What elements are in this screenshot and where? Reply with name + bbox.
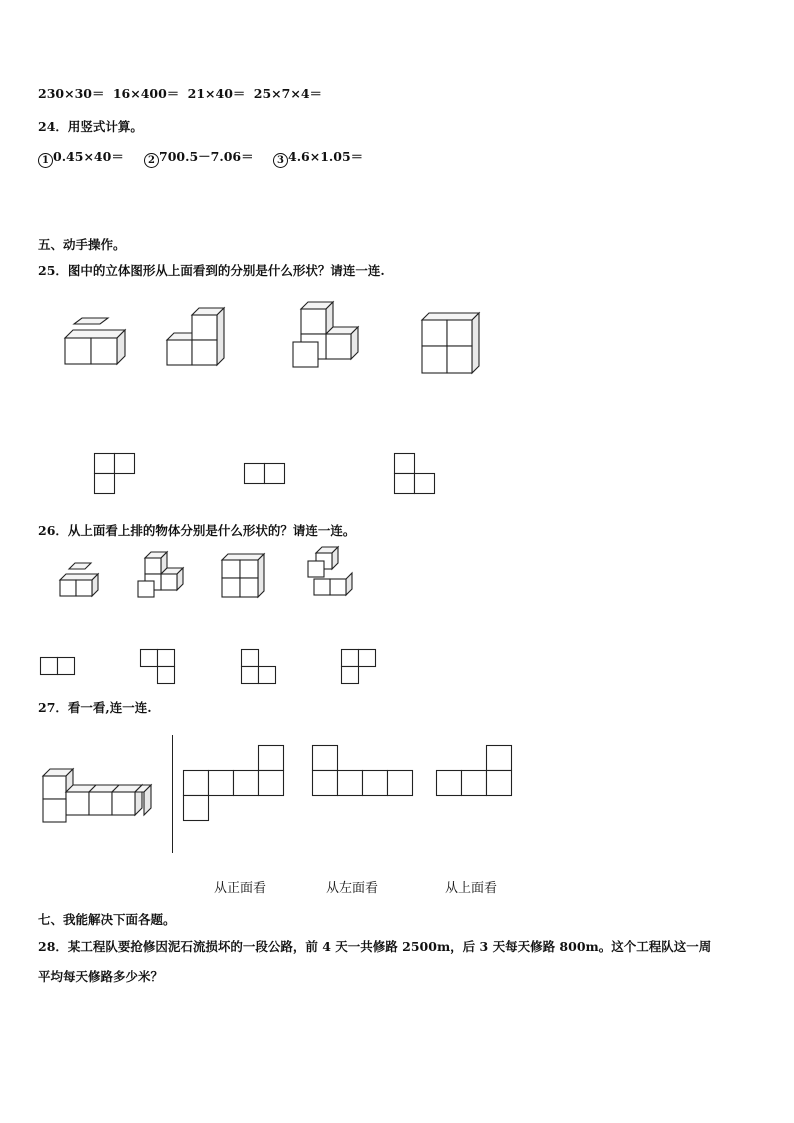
calc-item-3: 21×40＝ <box>187 86 246 101</box>
q24-expr-3: 4.6×1.05＝ <box>288 149 364 164</box>
q24-title: 24．用竖式计算。 <box>38 119 143 134</box>
q25-solid-4 <box>418 311 488 377</box>
q26-solid-2 <box>133 550 189 602</box>
q25-solid-3 <box>288 300 363 372</box>
q26-view-b <box>140 649 178 687</box>
item-number-badge: 2 <box>144 153 159 168</box>
q24-expr-2: 700.5－7.06＝ <box>159 149 254 164</box>
calc-line <box>38 84 322 102</box>
q25-view-b <box>244 463 288 487</box>
calc-item-2: 16×400＝ <box>112 86 180 101</box>
q25-title: 25．图中的立体图形从上面看到的分别是什么形状？请连一连. <box>38 263 385 278</box>
q26-view-c <box>241 649 279 687</box>
calc-item-4: 25×7×4＝ <box>253 86 323 101</box>
q25-solid-1 <box>60 318 130 370</box>
section-7-heading: 七、我能解决下面各题。 <box>38 912 176 927</box>
q25-solid-2 <box>162 307 232 371</box>
q26-view-a <box>40 657 78 677</box>
item-number-badge: 1 <box>38 153 53 168</box>
q26-solid-1 <box>56 562 104 602</box>
q24-expr-1: 0.45×40＝ <box>53 149 124 164</box>
item-number-badge: 3 <box>273 153 288 168</box>
q24-item-3 <box>273 147 363 168</box>
q26-solid-3 <box>218 553 268 601</box>
q24-item-1 <box>38 147 124 168</box>
divider-line <box>172 735 173 853</box>
calc-item-1: 230×30＝ <box>38 86 105 101</box>
q26-title: 26．从上面看上排的物体分别是什么形状的？请连一连。 <box>38 523 356 538</box>
q26-view-d <box>341 649 379 687</box>
caption-left-view: 从左面看 <box>326 881 379 896</box>
q24-items <box>38 147 364 168</box>
q28-line-2: 平均每天修路多少米？ <box>38 969 164 984</box>
q27-view-b <box>312 745 416 799</box>
caption-top-view: 从上面看 <box>445 881 498 896</box>
q27-title: 27．看一看,连一连. <box>38 700 152 715</box>
q27-solid <box>40 768 158 826</box>
q24-item-2 <box>144 147 254 168</box>
section-5-heading: 五、动手操作。 <box>38 237 126 252</box>
q25-view-a <box>94 453 138 497</box>
q27-view-c <box>436 745 516 799</box>
q25-view-c <box>394 453 438 497</box>
caption-front-view: 从正面看 <box>214 881 267 896</box>
q27-view-a <box>183 745 285 823</box>
q26-solid-4 <box>296 545 354 601</box>
q28-line-1: 28．某工程队要抢修因泥石流损坏的一段公路，前 4 天一共修路 2500m，后 3 天每天修路 800m。这个工程队这一周 <box>38 939 712 954</box>
